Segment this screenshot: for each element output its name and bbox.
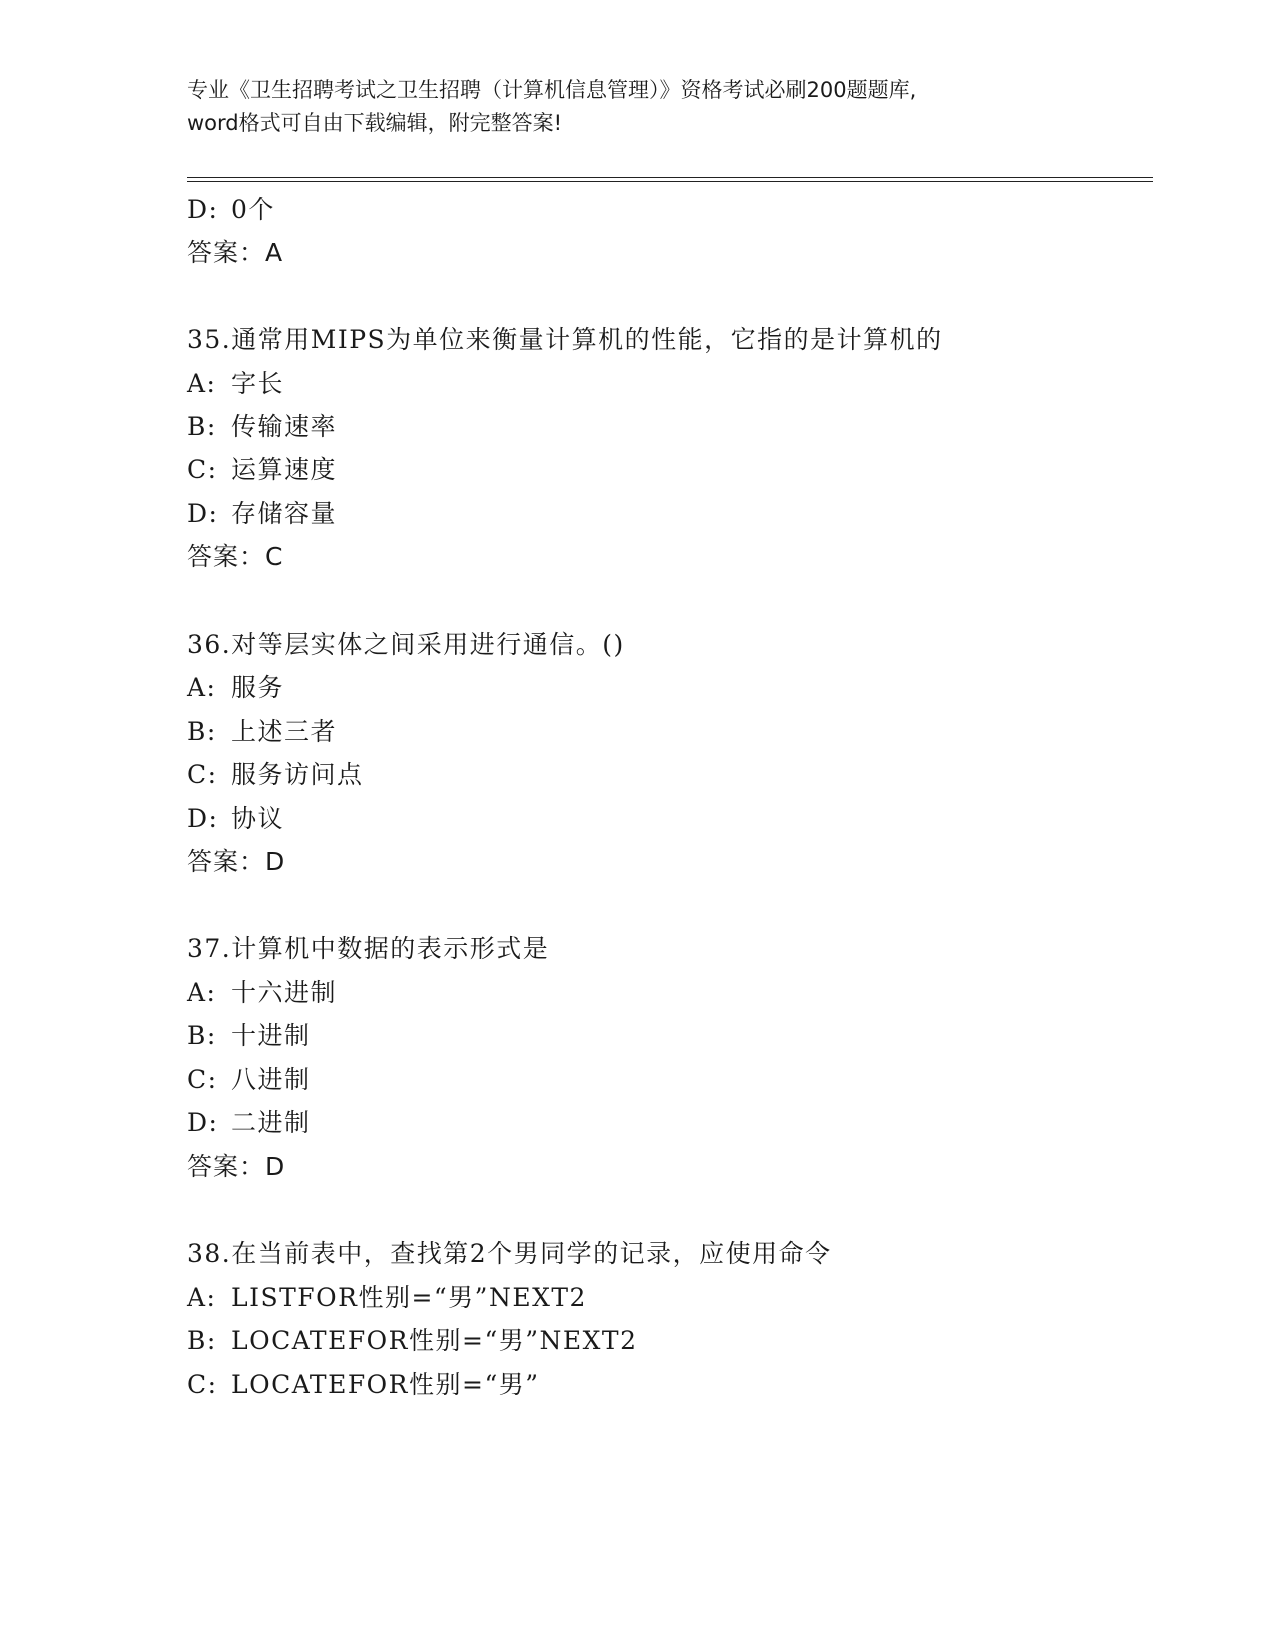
option-line <box>187 673 284 703</box>
option-line <box>187 1283 587 1313</box>
option-key: A: <box>187 978 217 1007</box>
option-text: 字长 <box>231 369 285 398</box>
option-text: 0个 <box>231 195 275 224</box>
option-line <box>187 369 284 399</box>
option-text: 传输速率 <box>231 412 338 441</box>
option-text: 十进制 <box>231 1021 311 1050</box>
option-line <box>187 1021 311 1051</box>
question-stem: 38.在当前表中，查找第2个男同学的记录，应使用命令 <box>187 1239 832 1268</box>
option-line <box>187 760 364 790</box>
question-stem: 35.通常用MIPS为单位来衡量计算机的性能，它指的是计算机的 <box>187 325 943 354</box>
option-key: D: <box>187 195 219 224</box>
option-key: B: <box>187 717 217 746</box>
option-text: 八进制 <box>231 1065 311 1094</box>
option-key: D: <box>187 804 219 833</box>
option-line <box>187 717 337 747</box>
option-text: LOCATEFOR性别=“男”NEXT2 <box>231 1326 638 1355</box>
option-key: A: <box>187 1283 217 1312</box>
option-key: B: <box>187 412 217 441</box>
answer-line: 答案：D <box>187 847 286 876</box>
option-text: LOCATEFOR性别=“男” <box>231 1370 540 1399</box>
option-line <box>187 455 337 485</box>
option-key: B: <box>187 1326 217 1355</box>
option-text: 协议 <box>231 804 285 833</box>
document-header <box>187 74 1087 140</box>
option-text: 二进制 <box>231 1108 311 1137</box>
option-text: 服务 <box>231 673 285 702</box>
option-key: D: <box>187 1108 219 1137</box>
option-line <box>187 499 337 529</box>
option-line <box>187 804 284 834</box>
option-line <box>187 195 275 225</box>
option-key: C: <box>187 1065 218 1094</box>
option-line <box>187 978 337 1008</box>
question-stem: 36.对等层实体之间采用进行通信。() <box>187 630 625 659</box>
option-text: 存储容量 <box>231 499 338 528</box>
option-key: C: <box>187 455 218 484</box>
option-line <box>187 1108 311 1138</box>
option-key: C: <box>187 760 218 789</box>
option-text: 十六进制 <box>231 978 338 1007</box>
question-stem: 37.计算机中数据的表示形式是 <box>187 934 550 963</box>
option-text: 服务访问点 <box>231 760 364 789</box>
option-text: LISTFOR性别=“男”NEXT2 <box>231 1283 587 1312</box>
option-line <box>187 1326 638 1356</box>
answer-line: 答案：A <box>187 238 284 267</box>
option-key: A: <box>187 673 217 702</box>
option-key: D: <box>187 499 219 528</box>
answer-line: 答案：D <box>187 1152 286 1181</box>
answer-line: 答案：C <box>187 542 284 571</box>
header-divider-bottom <box>187 181 1153 182</box>
option-key: A: <box>187 369 217 398</box>
option-line <box>187 412 337 442</box>
option-line <box>187 1370 540 1400</box>
option-key: C: <box>187 1370 218 1399</box>
header-divider-top <box>187 177 1153 178</box>
option-text: 上述三者 <box>231 717 338 746</box>
option-key: B: <box>187 1021 217 1050</box>
option-line <box>187 1065 311 1095</box>
header-title-line-1: 专业《卫生招聘考试之卫生招聘（计算机信息管理）》资格考试必刷200题题库, <box>187 78 917 102</box>
header-title-line-2: word格式可自由下载编辑，附完整答案! <box>187 111 563 135</box>
option-text: 运算速度 <box>231 455 338 484</box>
